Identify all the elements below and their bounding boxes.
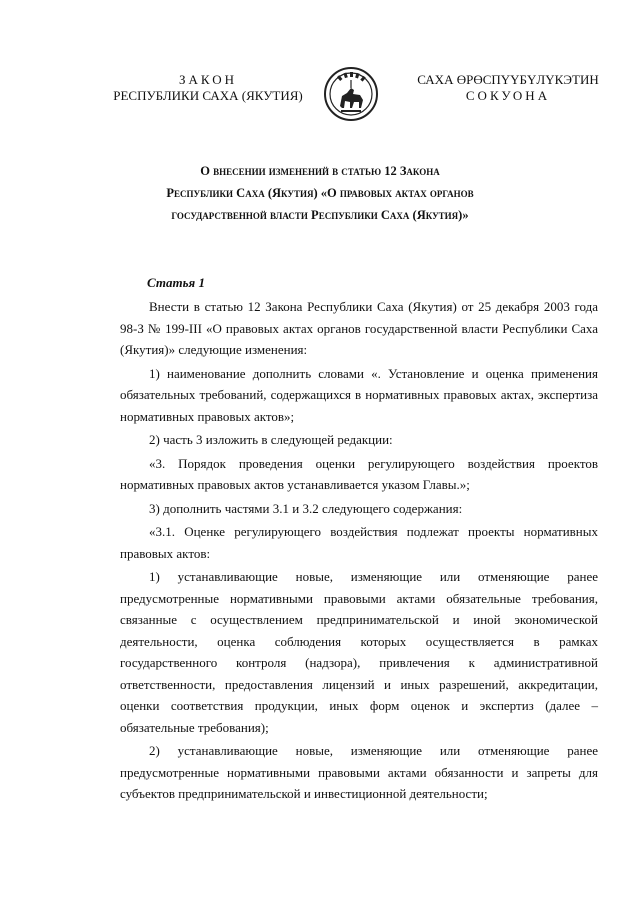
paragraph: «3.1. Оценке регулирующего воздействия подлежат проекты нормативных правовых актов: [120,524,598,561]
article-body [120,296,598,807]
coat-of-arms-emblem-icon [323,66,379,122]
paragraph: 3) дополнить частями 3.1 и 3.2 следующего содержания: [149,500,463,516]
document-title [100,160,540,226]
header-left [108,72,308,104]
header-right-line2: СОКУОНА [465,88,551,103]
paragraph: 1) устанавливающие новые, изменяющие или отменяющие ранее предусмотренные нормативными правовыми актами обязательные требования, связанные с осуществлением предпринимательской и иной экономической деятельности, оценка соблюдения которых осуществляется в рамках государственного контроля (надзора), привлечения к административной ответственности, предоставления лицензий и иных разрешений, аккредитации, оценки соответствия продукции, иных форм оценок и экспертиз (далее – обязательные требования); [120,569,598,735]
header-left-line2: РЕСПУБЛИКИ САХА (ЯКУТИЯ) [113,88,303,103]
paragraph: 1) наименование дополнить словами «. Установление и оценка применения обязательных требований, содержащихся в нормативных правовых актах, экспертиза нормативных правовых актов»; [120,365,598,424]
paragraph: 2) часть 3 изложить в следующей редакции: [149,432,393,447]
title-line3: государственной власти Республики Саха (Якутия)» [171,208,469,222]
paragraph: Внести в статью 12 Закона Республики Саха (Якутия) от 25 декабря 2003 года 98-З № 199-III «О правовых актах органов государственной власти Республики Саха (Якутия)» следующие изменения: [120,299,598,357]
title-line2: Республики Саха (Якутия) «О правовых актах органов [166,186,474,200]
paragraph: 2) устанавливающие новые, изменяющие или отменяющие ранее предусмотренные нормативными правовыми актами обязанности и запреты для субъектов предпринимательской и инвестиционной деятельности; [120,743,598,801]
paragraph: «3. Порядок проведения оценки регулирующего воздействия проектов нормативных правовых актов устанавливается указом Главы.»; [120,455,598,492]
header-left-line1: ЗАКОН [178,72,238,87]
header-right [408,72,608,104]
header-right-line1: САХА ӨРӨСПҮҮБҮЛҮКЭТИН [417,72,599,87]
article-heading: Статья 1 [147,275,205,290]
title-line1: О внесении изменений в статью 12 Закона [200,164,440,178]
